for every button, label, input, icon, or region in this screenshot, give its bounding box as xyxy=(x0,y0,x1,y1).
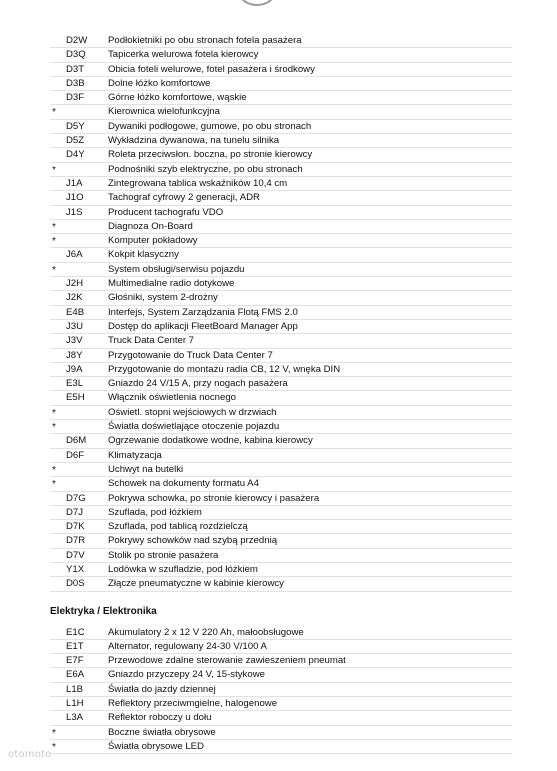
option-description: Stolik po stronie pasażera xyxy=(108,549,219,561)
watermark: otomoto xyxy=(8,749,52,760)
list-item xyxy=(50,377,512,391)
option-description: Truck Data Center 7 xyxy=(108,335,195,347)
option-description: Obicia foteli welurowe, fotel pasażera i środkowy xyxy=(108,63,315,75)
option-description: Boczne światła obrysowe xyxy=(108,726,216,738)
list-item xyxy=(50,277,512,291)
option-code: E6A xyxy=(66,669,85,681)
list-item xyxy=(50,77,512,91)
list-item xyxy=(50,534,512,548)
list-item xyxy=(50,449,512,463)
list-item xyxy=(50,248,512,262)
option-description: Ogrzewanie dodatkowe wodne, kabina kierowcy xyxy=(108,435,313,447)
option-description: Przygotowanie do montażu radia CB, 12 V, wnęka DIN xyxy=(108,363,341,375)
standard-equipment-marker: * xyxy=(52,164,56,176)
standard-equipment-marker: * xyxy=(52,236,56,248)
list-item xyxy=(50,740,512,754)
option-description: Lodówka w szufladzie, pod łóżkiem xyxy=(108,563,258,575)
option-description: Multimedialne radio dotykowe xyxy=(108,278,235,290)
option-description: Kokpit klasyczny xyxy=(108,249,179,261)
option-code: J9A xyxy=(66,363,83,375)
option-description: Kierownica wielofunkcyjna xyxy=(108,106,220,118)
standard-equipment-marker: * xyxy=(52,727,56,739)
list-item xyxy=(50,477,512,491)
list-item xyxy=(50,668,512,682)
option-description: Szuflada, pod tablicą rozdzielczą xyxy=(108,521,248,533)
option-code: E7F xyxy=(66,655,84,667)
option-code: D4Y xyxy=(66,149,85,161)
option-description: Tapicerka welurowa fotela kierowcy xyxy=(108,49,259,61)
option-description: Podnośniki szyb elektryczne, po obu stronach xyxy=(108,163,303,175)
list-item xyxy=(50,34,512,48)
list-item xyxy=(50,726,512,740)
option-code: E4B xyxy=(66,306,85,318)
option-code: D3B xyxy=(66,77,85,89)
list-item xyxy=(50,506,512,520)
list-item xyxy=(50,520,512,534)
standard-equipment-marker: * xyxy=(52,464,56,476)
option-code: E1T xyxy=(66,640,84,652)
option-description: Szuflada, pod łóżkiem xyxy=(108,506,202,518)
list-item xyxy=(50,163,512,177)
option-code: D2W xyxy=(66,35,88,46)
option-code: L3A xyxy=(66,712,84,724)
list-item xyxy=(50,683,512,697)
option-code: D5Y xyxy=(66,120,85,132)
option-description: Akumulatory 2 x 12 V 220 Ah, małoobsługowe xyxy=(108,626,304,638)
option-description: Oświetl. stopni wejściowych w drzwiach xyxy=(108,406,277,418)
equipment-group-electrics xyxy=(0,626,557,755)
option-description: Pokrywy schowków nad szybą przednią xyxy=(108,535,278,547)
standard-equipment-marker: * xyxy=(52,407,56,419)
list-item xyxy=(50,63,512,77)
option-description: Górne łóżko komfortowe, wąskie xyxy=(108,92,247,104)
option-description: Dostęp do aplikacji FleetBoard Manager App xyxy=(108,320,298,332)
option-code: E5H xyxy=(66,392,85,404)
option-code: D5Z xyxy=(66,135,85,147)
option-description: Złącze pneumatyczne w kabinie kierowcy xyxy=(108,578,284,590)
option-code: E3L xyxy=(66,378,84,390)
standard-equipment-marker: * xyxy=(52,422,56,434)
list-item xyxy=(50,105,512,119)
option-description: Gniazdo przyczepy 24 V, 15-stykowe xyxy=(108,669,265,681)
list-item xyxy=(50,711,512,725)
list-item xyxy=(50,654,512,668)
option-description: Klimatyzacja xyxy=(108,449,162,461)
option-description: Zintegrowana tablica wskaźników 10,4 cm xyxy=(108,177,288,189)
list-item xyxy=(50,406,512,420)
standard-equipment-marker: * xyxy=(52,107,56,119)
option-description: Dywaniki podłogowe, gumowe, po obu stronach xyxy=(108,120,312,132)
option-code: L1H xyxy=(66,698,84,710)
option-description: Światła doświetlające otoczenie pojazdu xyxy=(108,421,280,433)
list-item xyxy=(50,434,512,448)
list-item xyxy=(50,349,512,363)
list-item xyxy=(50,291,512,305)
option-description: System obsługi/serwisu pojazdu xyxy=(108,263,245,275)
option-code: D6F xyxy=(66,449,85,461)
list-item xyxy=(50,492,512,506)
list-item xyxy=(50,191,512,205)
option-code: D7J xyxy=(66,506,84,518)
list-item xyxy=(50,206,512,220)
equipment-list xyxy=(0,34,557,754)
option-code: J8Y xyxy=(66,349,83,361)
list-item xyxy=(50,263,512,277)
option-code: J1A xyxy=(66,177,83,189)
option-description: Pokrywa schowka, po stronie kierowcy i pasażera xyxy=(108,492,320,504)
list-item xyxy=(50,626,512,640)
equipment-group-interior xyxy=(0,34,557,592)
option-code: J6A xyxy=(66,249,83,261)
option-code: D7G xyxy=(66,492,86,504)
brand-logo-icon xyxy=(234,0,280,6)
list-item xyxy=(50,48,512,62)
option-code: D3Q xyxy=(66,49,86,61)
list-item xyxy=(50,420,512,434)
option-code: D7V xyxy=(66,549,85,561)
option-description: Światła obrysowe LED xyxy=(108,740,204,752)
list-item xyxy=(50,134,512,148)
option-code: J3U xyxy=(66,320,84,332)
list-item xyxy=(50,577,512,591)
list-item xyxy=(50,91,512,105)
list-item xyxy=(50,640,512,654)
option-code: D0S xyxy=(66,578,85,590)
option-code: J1S xyxy=(66,206,83,218)
option-description: Głośniki, system 2-drożny xyxy=(108,292,218,304)
option-code: E1C xyxy=(66,626,85,638)
option-code: D7R xyxy=(66,535,86,547)
option-code: J2K xyxy=(66,292,83,304)
option-code: D6M xyxy=(66,435,87,447)
option-description: Komputer pokładowy xyxy=(108,235,198,247)
option-code: Y1X xyxy=(66,563,85,575)
list-item xyxy=(50,363,512,377)
list-item xyxy=(50,320,512,334)
section-title: Elektryka / Elektronika xyxy=(50,605,157,617)
option-code: J2H xyxy=(66,278,84,290)
option-description: Tachograf cyfrowy 2 generacji, ADR xyxy=(108,192,260,204)
list-item xyxy=(50,563,512,577)
option-code: D7K xyxy=(66,521,85,533)
option-description: Dolne łóżko komfortowe xyxy=(108,77,211,89)
option-description: Wykładzina dywanowa, na tunelu silnika xyxy=(108,135,280,147)
list-item xyxy=(50,120,512,134)
option-description: Reflektor roboczy u dołu xyxy=(108,712,212,724)
option-description: Diagnoza On-Board xyxy=(108,220,193,232)
option-code: J1O xyxy=(66,192,84,204)
option-description: Światła do jazdy dziennej xyxy=(108,683,216,695)
list-item xyxy=(50,220,512,234)
option-description: Schowek na dokumenty formatu A4 xyxy=(108,478,259,490)
option-code: L1B xyxy=(66,683,84,695)
standard-equipment-marker: * xyxy=(52,264,56,276)
list-item xyxy=(50,549,512,563)
option-description: Gniazdo 24 V/15 A, przy nogach pasażera xyxy=(108,378,288,390)
option-description: Podłokietniki po obu stronach fotela pasażera xyxy=(108,35,302,46)
option-code: J3V xyxy=(66,335,83,347)
list-item xyxy=(50,177,512,191)
option-description: Włącznik oświetlenia nocnego xyxy=(108,392,236,404)
option-code: D3T xyxy=(66,63,85,75)
option-description: Przewodowe zdalne sterowanie zawieszeniem pneumat xyxy=(108,655,346,667)
list-item xyxy=(50,391,512,405)
standard-equipment-marker: * xyxy=(52,479,56,491)
option-description: Alternator, regulowany 24-30 V/100 A xyxy=(108,640,267,652)
list-item xyxy=(50,334,512,348)
list-item xyxy=(50,306,512,320)
option-code: D3F xyxy=(66,92,85,104)
option-description: Roleta przeciwsłon. boczna, po stronie kierowcy xyxy=(108,149,313,161)
option-description: Uchwyt na butelki xyxy=(108,463,184,475)
option-description: Reflektory przeciwmgielne, halogenowe xyxy=(108,698,278,710)
list-item xyxy=(50,234,512,248)
option-description: Interfejs, System Zarządzania Flotą FMS 2.0 xyxy=(108,306,298,318)
list-item xyxy=(50,697,512,711)
option-description: Producent tachografu VDO xyxy=(108,206,224,218)
list-item xyxy=(50,463,512,477)
option-description: Przygotowanie do Truck Data Center 7 xyxy=(108,349,273,361)
standard-equipment-marker: * xyxy=(52,741,56,753)
list-item xyxy=(50,148,512,162)
standard-equipment-marker: * xyxy=(52,221,56,233)
